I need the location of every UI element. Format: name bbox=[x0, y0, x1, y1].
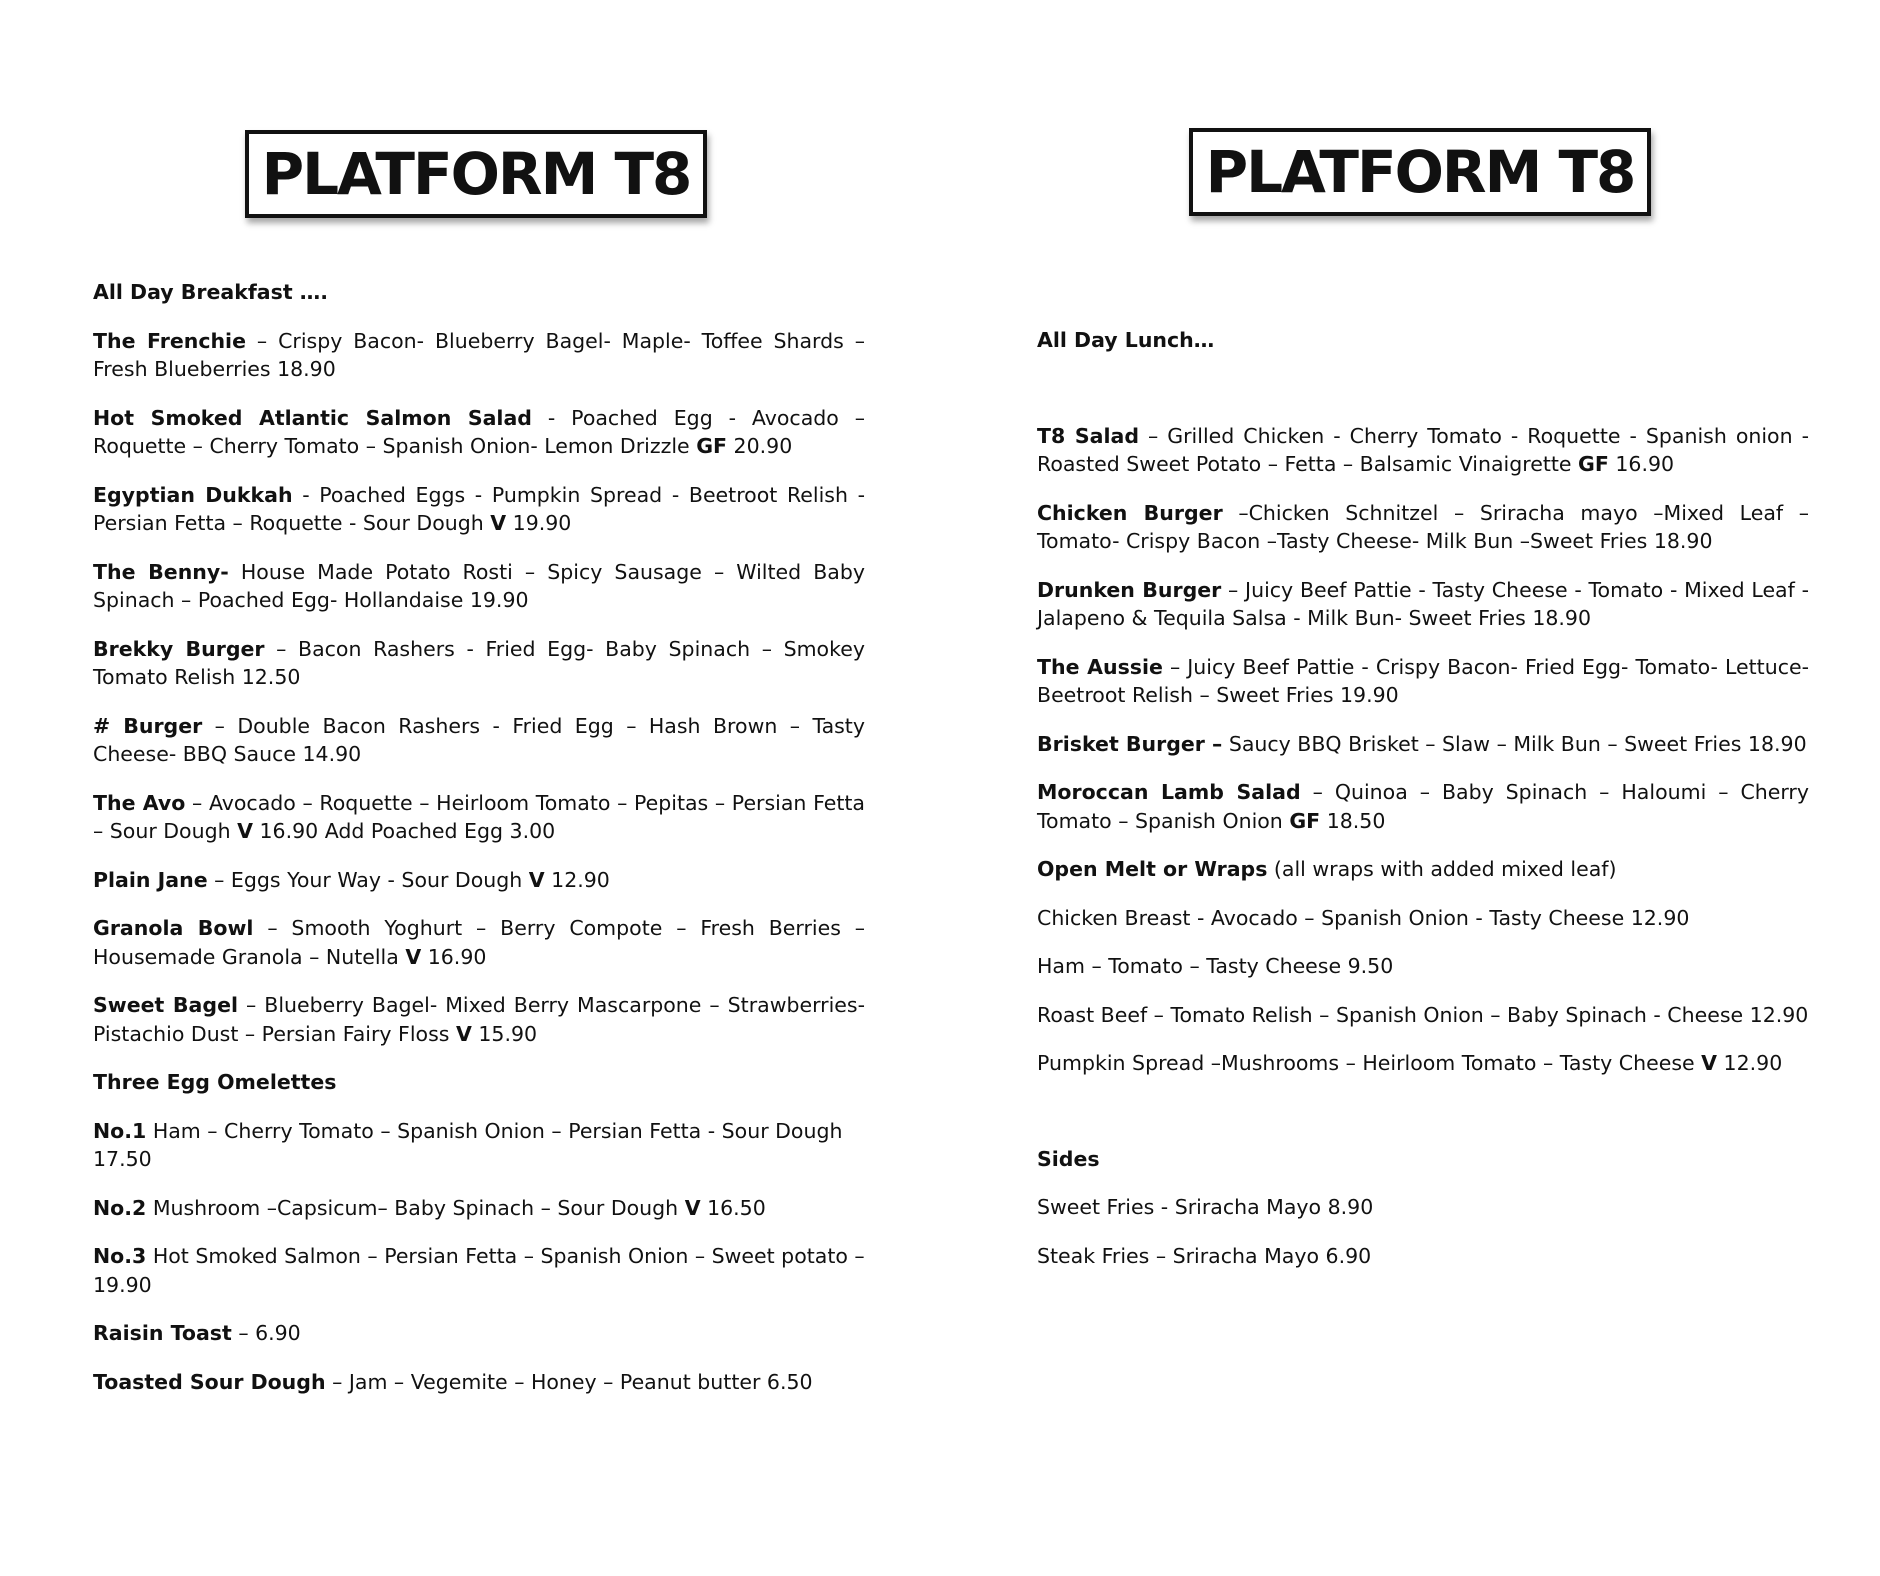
dietary-tag: GF bbox=[1289, 808, 1321, 833]
menu-item bbox=[93, 866, 865, 895]
menu-item bbox=[1037, 422, 1809, 479]
menu-item bbox=[93, 558, 865, 615]
menu-item-name: The Benny- bbox=[93, 559, 229, 584]
menu-item bbox=[1037, 499, 1809, 556]
menu-item bbox=[1037, 1049, 1809, 1078]
menu-item-name: Sweet Bagel bbox=[93, 993, 238, 1017]
menu-item-description: Ham – Cherry Tomato – Spanish Onion – Persian Fetta - Sour Dough 17.50 bbox=[93, 1118, 843, 1171]
menu-item-description: Pumpkin Spread –Mushrooms – Heirloom Tomato – Tasty Cheese bbox=[1037, 1051, 1702, 1075]
menu-item-price: 16.90 bbox=[421, 944, 487, 969]
menu-item-description: – Smooth Yoghurt – Berry Compote – Fresh Berries – Housemade Granola – Nutella bbox=[93, 916, 866, 969]
melts-note: (all wraps with added mixed leaf) bbox=[1267, 857, 1617, 881]
menu-item bbox=[93, 1368, 865, 1397]
menu-item bbox=[93, 635, 865, 692]
menu-item bbox=[1037, 1001, 1809, 1030]
section-heading: All Day Breakfast …. bbox=[93, 280, 329, 304]
menu-item-description: - Poached Eggs - Pumpkin Spread - Beetroot Relish - Persian Fetta – Roquette - Sour Dough bbox=[93, 482, 865, 535]
menu-item-name: Brekky Burger bbox=[93, 636, 265, 661]
menu-item-description: Hot Smoked Salmon – Persian Fetta – Spanish Onion – Sweet potato – 19.90 bbox=[93, 1244, 865, 1297]
menu-item-description: Mushroom –Capsicum– Baby Spinach – Sour Dough bbox=[146, 1195, 685, 1220]
menu-item-name: Toasted Sour Dough bbox=[93, 1369, 326, 1394]
dietary-tag: GF bbox=[696, 434, 728, 458]
menu-item-name: The Frenchie bbox=[93, 328, 246, 353]
section-heading: Sides bbox=[1037, 1146, 1100, 1171]
menu-item bbox=[1037, 1242, 1809, 1271]
lunch-heading bbox=[1037, 326, 1809, 355]
omelettes-heading bbox=[93, 1068, 865, 1097]
menu-item-description: – Jam – Vegemite – Honey – Peanut butter 6.50 bbox=[325, 1369, 813, 1394]
menu-item-description: – Avocado – Roquette – Heirloom Tomato – Pepitas – Persian Fetta – Sour Dough bbox=[93, 790, 865, 843]
brand-logo-text: PLATFORM T8 bbox=[261, 140, 691, 208]
menu-item bbox=[93, 1319, 865, 1348]
menu-item bbox=[93, 712, 865, 769]
brand-logo bbox=[1189, 128, 1651, 216]
menu-item-description: – 6.90 bbox=[231, 1321, 301, 1345]
lunch-section bbox=[1037, 326, 1809, 1290]
menu-item bbox=[1037, 778, 1809, 835]
menu-item bbox=[93, 1117, 865, 1174]
menu-item bbox=[93, 1194, 865, 1223]
menu-item-name: Brisket Burger – bbox=[1037, 731, 1223, 756]
omelette-items bbox=[93, 1117, 865, 1397]
menu-item-description: – Blueberry Bagel- Mixed Berry Mascarpone – Strawberries- Pistachio Dust – Persian Fairy Floss bbox=[93, 993, 865, 1046]
menu-item-name: Egyptian Dukkah bbox=[93, 482, 293, 507]
menu-item bbox=[1037, 653, 1809, 710]
menu-item-price: 19.90 bbox=[506, 511, 572, 535]
lunch-items bbox=[1037, 422, 1809, 836]
menu-item-price: 20.90 bbox=[727, 434, 793, 458]
sides-heading bbox=[1037, 1145, 1809, 1174]
menu-item-name: # Burger bbox=[93, 713, 203, 738]
menu-item-name: T8 Salad bbox=[1037, 423, 1139, 448]
menu-item bbox=[93, 789, 865, 846]
menu-item-description: – Bacon Rashers - Fried Egg- Baby Spinach – Smokey Tomato Relish 12.50 bbox=[93, 636, 865, 689]
menu-item-name: No.1 bbox=[93, 1118, 147, 1143]
menu-item-description: –Chicken Schnitzel – Sriracha mayo –Mixed Leaf – Tomato- Crispy Bacon –Tasty Cheese- Milk Bun –Sweet Fries 18.90 bbox=[1037, 500, 1810, 553]
menu-item-name: No.3 bbox=[93, 1244, 147, 1268]
menu-item bbox=[93, 404, 865, 461]
menu-item-name: Hot Smoked Atlantic Salmon Salad bbox=[93, 405, 532, 430]
section-heading: Three Egg Omelettes bbox=[93, 1070, 337, 1094]
brand-logo bbox=[245, 130, 707, 218]
dietary-tag: V bbox=[237, 819, 253, 843]
menu-item-description: – Grilled Chicken - Cherry Tomato - Roquette - Spanish onion - Roasted Sweet Potato – Fetta – Balsamic Vinaigrette bbox=[1037, 423, 1809, 476]
melt-items bbox=[1037, 904, 1809, 1078]
menu-item bbox=[93, 991, 865, 1048]
menu-item-name: Raisin Toast bbox=[93, 1321, 232, 1345]
menu-item bbox=[1037, 730, 1809, 759]
menu-item-price: 18.50 bbox=[1320, 808, 1386, 833]
menu-item-name: Moroccan Lamb Salad bbox=[1037, 780, 1301, 804]
menu-item-description: – Juicy Beef Pattie - Crispy Bacon- Fried Egg- Tomato- Lettuce- Beetroot Relish – Sweet Fries 19.90 bbox=[1037, 654, 1809, 707]
menu-item-price: 15.90 bbox=[471, 1021, 538, 1046]
brand-logo-text: PLATFORM T8 bbox=[1205, 138, 1635, 206]
menu-item bbox=[93, 1242, 865, 1299]
menu-item-name: The Avo bbox=[93, 790, 186, 815]
breakfast-heading bbox=[93, 278, 865, 307]
breakfast-section bbox=[93, 278, 865, 1416]
menu-item-description: Steak Fries – Sriracha Mayo 6.90 bbox=[1037, 1243, 1372, 1268]
menu-item-description: Sweet Fries - Sriracha Mayo 8.90 bbox=[1037, 1195, 1374, 1219]
dietary-tag: V bbox=[684, 1195, 701, 1220]
menu-item-description: – Eggs Your Way - Sour Dough bbox=[207, 867, 529, 892]
menu-item-price: 16.90 Add Poached Egg 3.00 bbox=[252, 819, 556, 843]
melts-heading bbox=[1037, 855, 1809, 884]
menu-item-name: Plain Jane bbox=[93, 867, 208, 892]
section-heading: All Day Lunch… bbox=[1037, 328, 1215, 352]
dietary-tag: V bbox=[1701, 1051, 1718, 1075]
menu-item-description: – Quinoa – Baby Spinach – Haloumi – Cherry Tomato – Spanish Onion bbox=[1037, 780, 1809, 833]
dietary-tag: V bbox=[455, 1021, 472, 1046]
menu-item bbox=[93, 914, 865, 971]
dietary-tag: V bbox=[405, 944, 422, 969]
menu-item-name: No.2 bbox=[93, 1195, 147, 1220]
menu-item-description: Chicken Breast - Avocado – Spanish Onion - Tasty Cheese 12.90 bbox=[1037, 905, 1690, 930]
dietary-tag: V bbox=[490, 511, 507, 535]
menu-item-description: - Poached Egg - Avocado – Roquette – Cherry Tomato – Spanish Onion- Lemon Drizzle bbox=[93, 405, 865, 458]
section-heading: Open Melt or Wraps bbox=[1037, 857, 1268, 881]
menu-item-price: 16.90 bbox=[1608, 452, 1675, 476]
menu-item-description: – Juicy Beef Pattie - Tasty Cheese - Tomato - Mixed Leaf - Jalapeno & Tequila Salsa - Milk Bun- Sweet Fries 18.90 bbox=[1037, 577, 1809, 630]
menu-item-description: – Crispy Bacon- Blueberry Bagel- Maple- Toffee Shards – Fresh Blueberries 18.90 bbox=[93, 328, 865, 381]
menu-item-price: 12.90 bbox=[544, 867, 610, 892]
menu-item-description: Ham – Tomato – Tasty Cheese 9.50 bbox=[1037, 954, 1394, 978]
breakfast-items bbox=[93, 327, 865, 1049]
menu-item-price: 16.50 bbox=[700, 1195, 766, 1220]
menu-item-description: Saucy BBQ Brisket – Slaw – Milk Bun – Sweet Fries 18.90 bbox=[1222, 731, 1807, 756]
menu-item bbox=[1037, 1193, 1809, 1222]
dietary-tag: GF bbox=[1578, 452, 1609, 476]
menu-item-name: Chicken Burger bbox=[1037, 500, 1223, 525]
menu-item bbox=[93, 327, 865, 384]
menu-item bbox=[93, 481, 865, 538]
menu-item-price: 12.90 bbox=[1717, 1051, 1783, 1075]
menu-item-description: House Made Potato Rosti – Spicy Sausage – Wilted Baby Spinach – Poached Egg- Hollandaise 19.90 bbox=[93, 559, 865, 612]
menu-item bbox=[1037, 952, 1809, 981]
menu-item bbox=[1037, 576, 1809, 633]
menu-item-name: The Aussie bbox=[1037, 654, 1163, 679]
menu-item bbox=[1037, 904, 1809, 933]
menu-item-description: Roast Beef – Tomato Relish – Spanish Onion – Baby Spinach - Cheese 12.90 bbox=[1037, 1002, 1809, 1027]
menu-item-name: Granola Bowl bbox=[93, 916, 254, 940]
menu-item-description: – Double Bacon Rashers - Fried Egg – Hash Brown – Tasty Cheese- BBQ Sauce 14.90 bbox=[93, 713, 865, 766]
dietary-tag: V bbox=[528, 867, 545, 892]
menu-item-name: Drunken Burger bbox=[1037, 577, 1222, 602]
side-items bbox=[1037, 1193, 1809, 1270]
